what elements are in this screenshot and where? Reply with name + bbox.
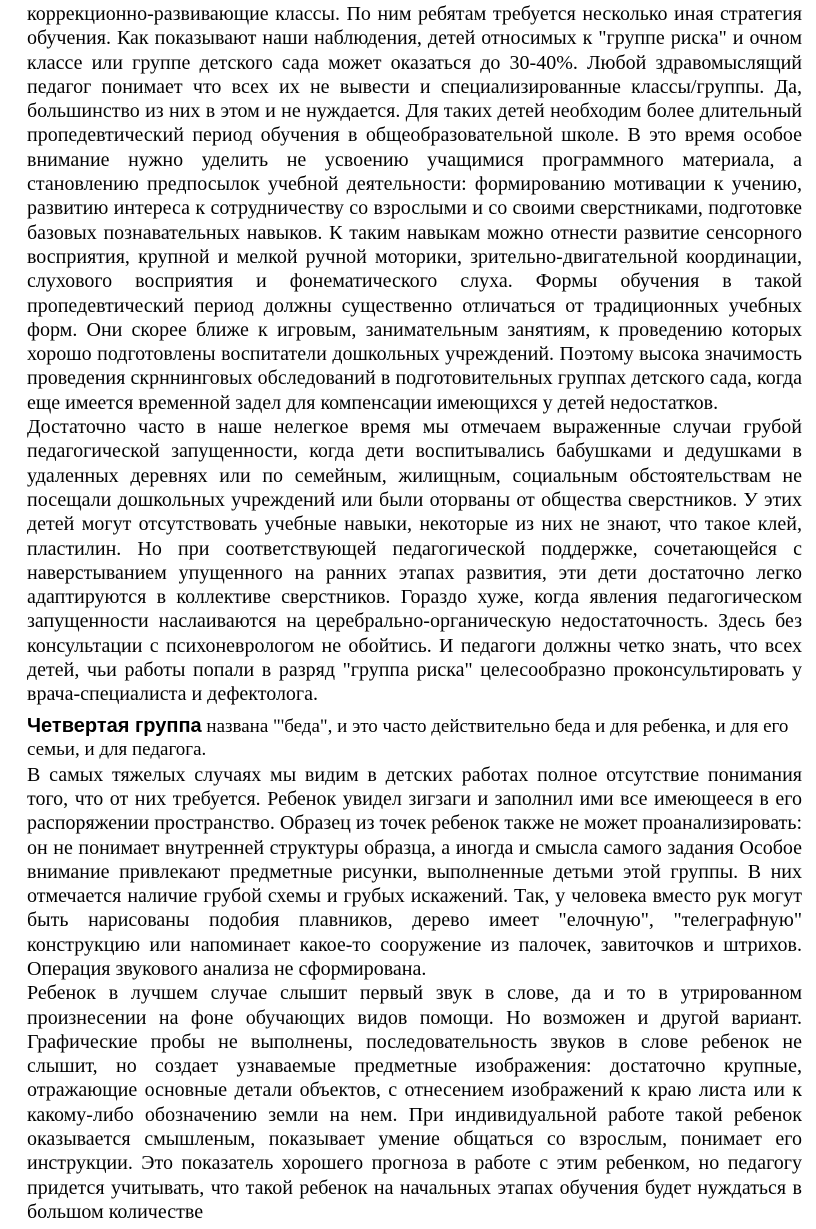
paragraph-2: Достаточно часто в наше нелегкое время мы отмечаем выраженные случаи грубой педагогической запущенности, когда дети воспитывались бабушками и дедушками в удаленных деревнях или по семейным, жилищным, социальным обстоятельствам не посещали дошкольных учреждений или были оторваны от общества сверстников. У этих детей могут отсутствовать учебные навыки, некоторые из них не знают, что такое клей, пластилин. Но при соответствующей педагогической поддержке, сочетающейся с наверстыванием упущенного на ранних этапах развития, эти дети достаточно легко адаптируются в коллективе сверстников. Гораздо хуже, когда явления педагогическом запущенности наслаиваются на церебрально-органическую недостаточность. Здесь без консультации с психоневрологом не обойтись. И педагоги должны четко знать, что всех детей, чьи работы попали в разряд "группа риска" целесообразно проконсультировать у врача-специалиста и дефектолога. — [27, 416, 802, 706]
paragraph-3: В самых тяжелых случаях мы видим в детских работах полное отсутствие понимания того, что от них требуется. Ребенок увидел зигзаги и заполнил ими все имеющееся в его распоряжении пространство. Образец из точек ребенок также не может проанализировать: он не понимает внутренней структуры образца, а иногда и смысла самого задания Особое внимание привлекают предметные рисунки, выполненные детьми этой группы. В них отмечается наличие грубой схемы и грубых искажений. Так, у человека вместо рук могут быть нарисованы подобия плавников, дерево имеет "елочную", "телеграфную" конструкцию или напоминает какое-то сооружение из палочек, завиточков и штрихов. Операция звукового анализа не сформирована. — [27, 763, 802, 980]
section-heading-bold: Четвертая группа — [27, 714, 202, 737]
section-heading-text: названа "'беда", и это часто действительно беда и для ребенка, и для его семьи, и для педагога. — [27, 715, 789, 760]
section-heading-paragraph — [27, 715, 802, 761]
paragraph-4: Ребенок в лучшем случае слышит первый звук в слове, да и то в утрированном произнесении на фоне обучающих видов помощи. Но возможен и другой вариант. Графические пробы не выполнены, последовательность звуков в слове ребенок не слышит, но создает узнаваемые предметные изображения: достаточно крупные, отражающие основные детали объектов, с отнесением изображений к краю листа или к какому-либо обозначению земли на нем. При индивидуальной работе такой ребенок оказывается смышленым, показывает умение общаться со взрослым, понимает его инструкции. Это показатель хорошего прогноза в работе с этим ребенком, но педагогу придется учитывать, что такой ребенок на начальных этапах обучения будет нуждаться в большом количестве — [27, 982, 802, 1223]
paragraph-1: коррекционно-развивающие классы. По ним ребятам требуется несколько иная стратегия обучения. Как показывают наши наблюдения, детей относимых к "группе риска" и очном классе или группе детского сада может оказаться до 30-40%. Любой здравомыслящий педагог понимает что всех их не вывести и специализированные классы/группы. Да, большинство из них в этом и не нуждается. Для таких детей необходим более длительный пропедевтический период обучения в общеобразовательной школе. В это время особое внимание нужно уделить не усвоению учащимися программного материала, а становлению предпосылок учебной деятельности: формированию мотивации к учению, развитию интереса к сотрудничеству со взрослыми и со своими сверстниками, подготовке базовых познавательных навыков. К таким навыкам можно отнести развитие сенсорного восприятия, крупной и мелкой ручной моторики, зрительно-двигательной координации, слухового восприятия и фонематического слуха. Формы обучения в такой пропедевтический период должны существенно отличаться от традиционных учебных форм. Они скорее ближе к игровым, занимательным занятиям, к проведению которых хорошо подготовлены воспитатели дошкольных учреждений. Поэтому высока значимость проведения скрннинговых обследований в подготовительных группах детского сада, когда еще имеется временной задел для компенсации имеющихся у детей недостатков. — [27, 3, 802, 414]
